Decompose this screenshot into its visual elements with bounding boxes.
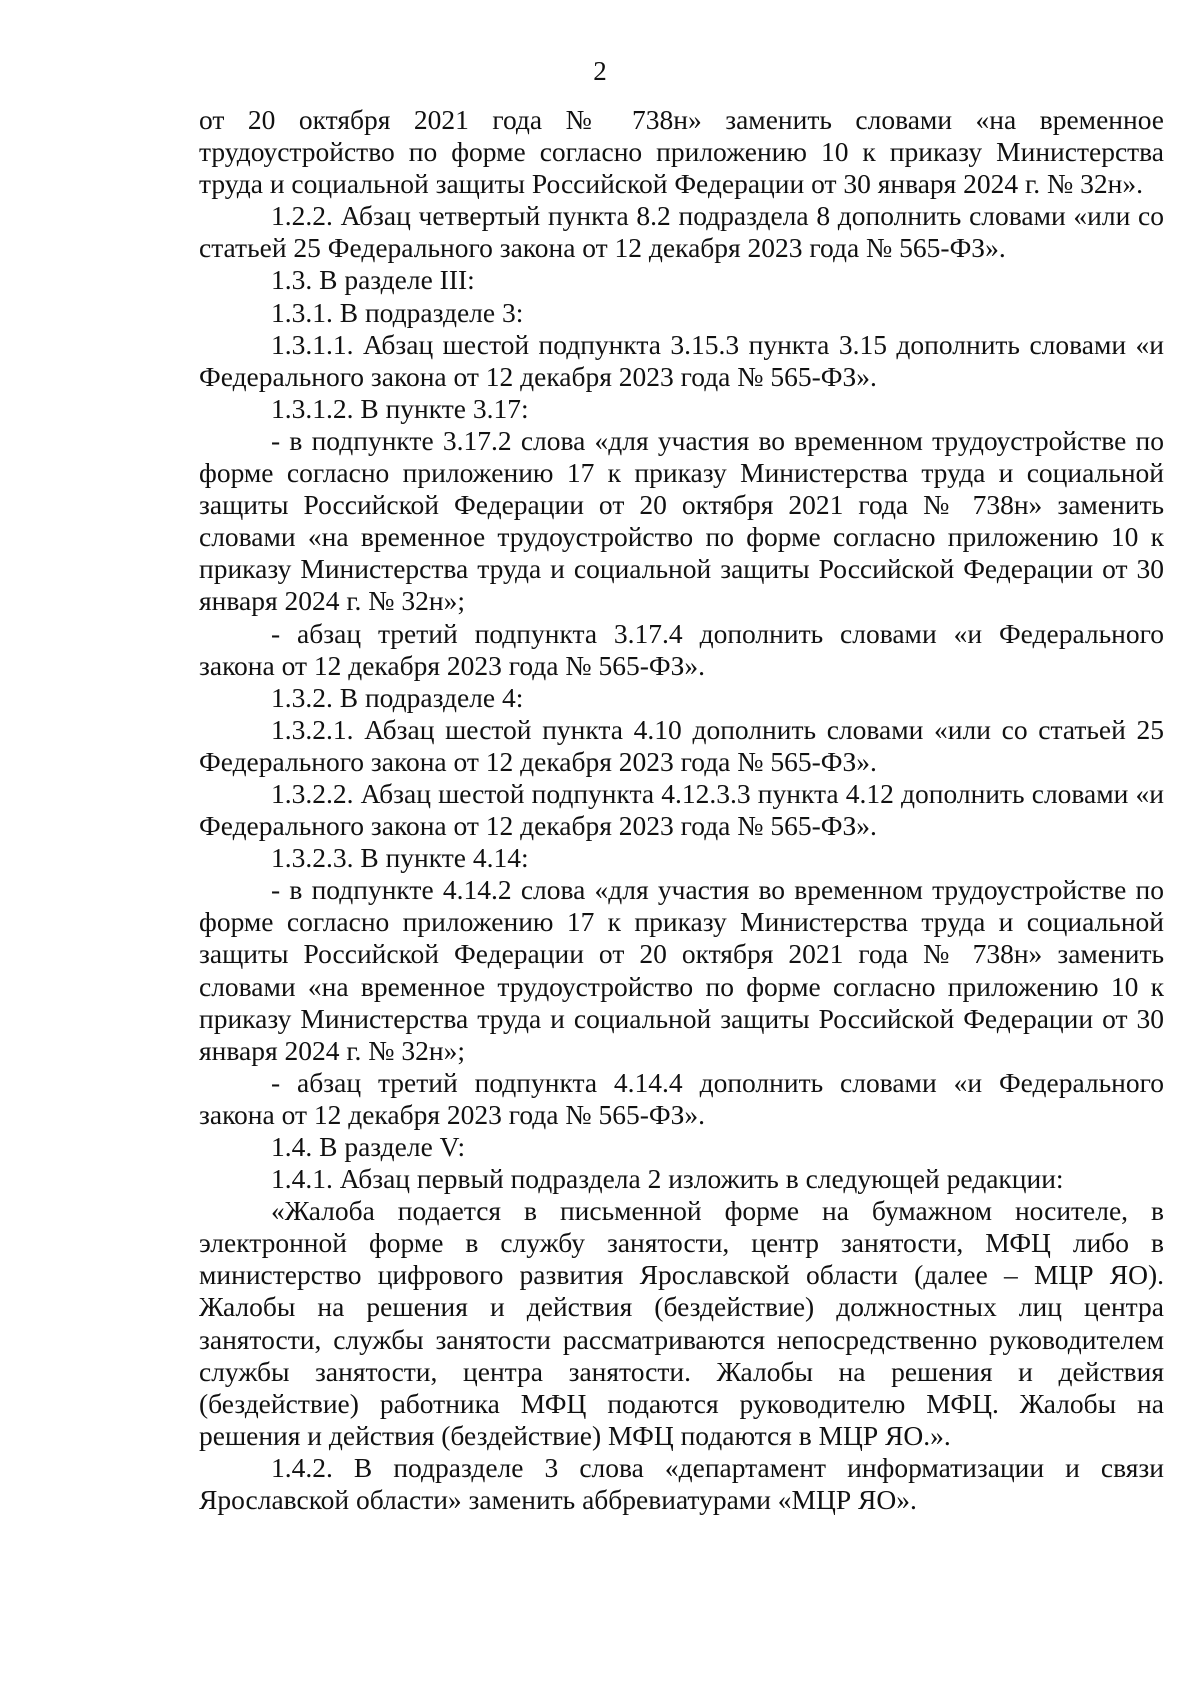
paragraph-list-item: - в подпункте 3.17.2 слова «для участия во временном трудоустройстве по форме согласно приложению 17 к приказу Министерства труда и социальной защиты Российской Федерации от 20 октября 2021 года № 738н» заменить словами «на временное трудоустройство по форме согласно приложению 10 к приказу Министерства труда и социальной защиты Российской Федерации от 30 января 2024 г. № 32н»; xyxy=(199,424,1164,617)
paragraph-1-2-2: 1.2.2. Абзац четвертый пункта 8.2 подраздела 8 дополнить словами «или со статьей 25 Федерального закона от 12 декабря 2023 года № 565-ФЗ». xyxy=(199,200,1164,264)
paragraph-1-3-2-1: 1.3.2.1. Абзац шестой пункта 4.10 дополнить словами «или со статьей 25 Федерального закона от 12 декабря 2023 года № 565-ФЗ». xyxy=(199,713,1164,777)
document-body xyxy=(199,104,1164,1516)
paragraph-1-3-2-3: 1.3.2.3. В пункте 4.14: xyxy=(271,842,529,874)
paragraph-list-item: - абзац третий подпункта 4.14.4 дополнить словами «и Федерального закона от 12 декабря 2023 года № 565-ФЗ». xyxy=(199,1066,1164,1130)
paragraph-1-3-1-2: 1.3.1.2. В пункте 3.17: xyxy=(271,392,529,424)
paragraph-1-3-2: 1.3.2. В подразделе 4: xyxy=(271,681,524,713)
page-number: 2 xyxy=(593,56,607,86)
paragraph-1-3-1: 1.3.1. В подразделе 3: xyxy=(271,296,524,328)
paragraph-list-item: - абзац третий подпункта 3.17.4 дополнить словами «и Федерального закона от 12 декабря 2023 года № 565-ФЗ». xyxy=(199,617,1164,681)
paragraph-1-3-2-2: 1.3.2.2. Абзац шестой подпункта 4.12.3.3 пункта 4.12 дополнить словами «и Федерального закона от 12 декабря 2023 года № 565-ФЗ». xyxy=(199,777,1164,842)
paragraph-1-4-2: 1.4.2. В подразделе 3 слова «департамент информатизации и связи Ярославской области» заменить аббревиатурами «МЦР ЯО». xyxy=(199,1451,1164,1516)
paragraph-quoted-text: «Жалоба подается в письменной форме на бумажном носителе, в электронной форме в службу занятости, центр занятости, МФЦ либо в министерство цифрового развития Ярославской области (далее – МЦР ЯО). Жалобы на решения и действия (бездействие) должностных лиц центра занятости, службы занятости рассматриваются непосредственно руководителем службы занятости, центра занятости. Жалобы на решения и действия (бездействие) работника МФЦ подаются руководителю МФЦ. Жалобы на решения и действия (бездействие) МФЦ подаются в МЦР ЯО.». xyxy=(199,1195,1164,1451)
paragraph-1-4-1: 1.4.1. Абзац первый подраздела 2 изложить в следующей редакции: xyxy=(271,1163,1064,1195)
paragraph-1-3-1-1: 1.3.1.1. Абзац шестой подпункта 3.15.3 пункта 3.15 дополнить словами «и Федерального закона от 12 декабря 2023 года № 565-ФЗ». xyxy=(199,328,1164,392)
paragraph-continuation: от 20 октября 2021 года № 738н» заменить словами «на временное трудоустройство по форме согласно приложению 10 к приказу Министерства труда и социальной защиты Российской Федерации от 30 января 2024 г. № 32н». xyxy=(199,104,1164,200)
paragraph-list-item: - в подпункте 4.14.2 слова «для участия во временном трудоустройстве по форме согласно приложению 17 к приказу Министерства труда и социальной защиты Российской Федерации от 20 октября 2021 года № 738н» заменить словами «на временное трудоустройство по форме согласно приложению 10 к приказу Министерства труда и социальной защиты Российской Федерации от 30 января 2024 г. № 32н»; xyxy=(199,874,1164,1066)
paragraph-1-3: 1.3. В разделе III: xyxy=(271,264,475,296)
paragraph-1-4: 1.4. В разделе V: xyxy=(271,1131,466,1162)
